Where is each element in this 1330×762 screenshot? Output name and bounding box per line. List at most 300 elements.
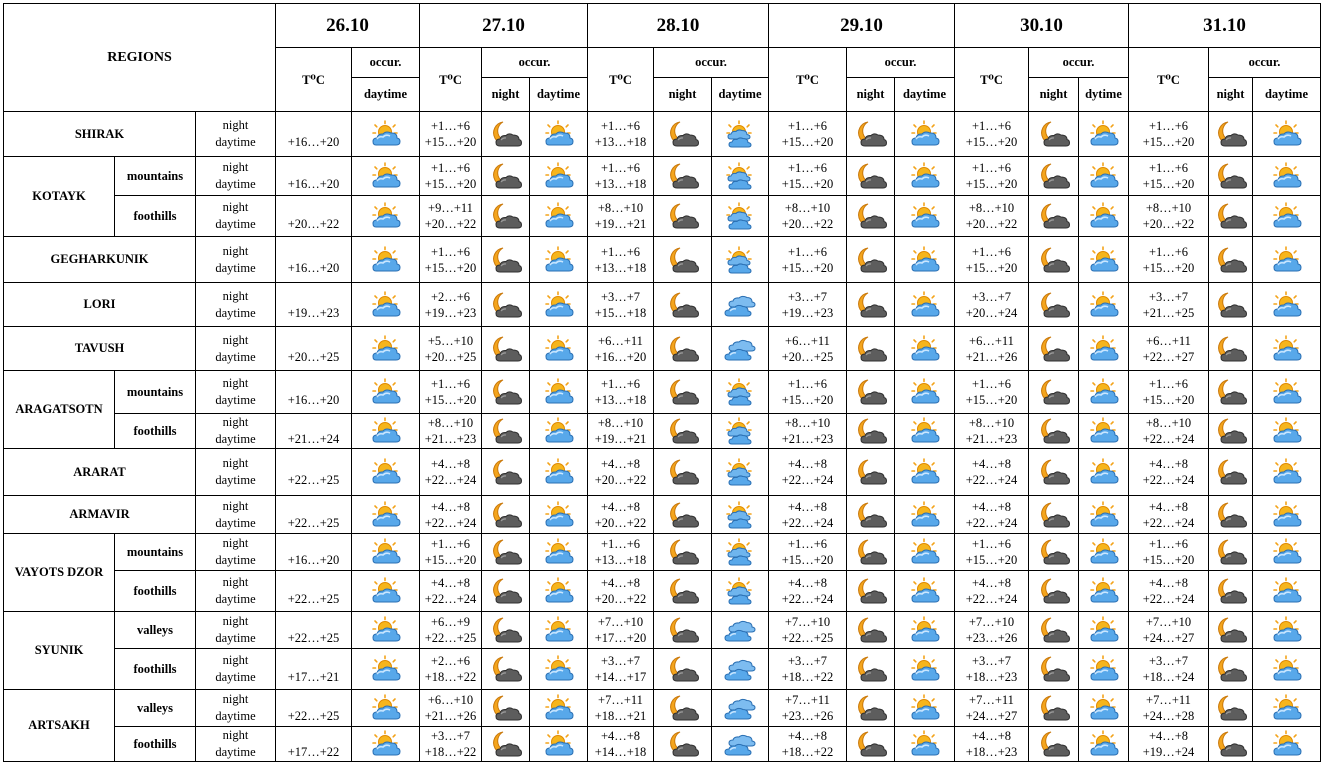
sun-behind-cloud-icon bbox=[530, 414, 588, 449]
moon-cloud-icon bbox=[1209, 327, 1253, 371]
temp-range bbox=[276, 649, 352, 690]
period-day-label: daytime bbox=[215, 709, 256, 723]
sun-behind-cloud-icon bbox=[1079, 534, 1129, 571]
temp-day: +21…+25 bbox=[1142, 305, 1195, 320]
occurrence-header: occur. bbox=[352, 48, 420, 78]
sun-behind-clouds-icon bbox=[712, 414, 769, 449]
temp-range bbox=[1129, 571, 1209, 612]
sun-behind-cloud-icon bbox=[1253, 727, 1321, 762]
temp-range bbox=[1129, 196, 1209, 237]
sun-behind-cloud-icon bbox=[530, 612, 588, 649]
temp-day: +18…+22 bbox=[781, 670, 834, 684]
temp-day: +15…+20 bbox=[965, 135, 1018, 149]
temp-night: +4…+8 bbox=[971, 729, 1012, 743]
sun-behind-cloud-icon bbox=[895, 649, 955, 690]
region-name: VAYOTS DZOR bbox=[4, 534, 115, 612]
temp-day: +20…+25 bbox=[424, 349, 477, 364]
temp-day: +21…+26 bbox=[965, 349, 1018, 364]
sun-behind-cloud-icon bbox=[1079, 649, 1129, 690]
sun-behind-clouds-icon bbox=[712, 496, 769, 534]
temp-day: +20…+22 bbox=[965, 217, 1018, 231]
moon-cloud-icon bbox=[654, 496, 712, 534]
temp-night: +8…+10 bbox=[784, 201, 831, 215]
temp-range bbox=[276, 449, 352, 496]
temp-day: +22…+25 bbox=[287, 709, 340, 723]
moon-cloud-icon bbox=[1209, 157, 1253, 196]
sun-behind-cloud-icon bbox=[1253, 196, 1321, 237]
temp-night: +1…+6 bbox=[600, 537, 641, 551]
temp-range bbox=[955, 449, 1029, 496]
clouds-icon bbox=[712, 283, 769, 327]
temp-range bbox=[420, 112, 482, 157]
temp-day: +15…+18 bbox=[594, 305, 647, 320]
temp-range bbox=[955, 327, 1029, 371]
temp-day: +15…+20 bbox=[424, 135, 477, 149]
period-day-label: daytime bbox=[215, 305, 256, 320]
temp-day: +22…+24 bbox=[965, 592, 1018, 606]
temp-range bbox=[955, 283, 1029, 327]
temp-night: +4…+8 bbox=[430, 457, 471, 471]
subregion-name: foothills bbox=[115, 649, 196, 690]
temp-night: +3…+7 bbox=[971, 289, 1012, 304]
sun-behind-clouds-icon bbox=[712, 371, 769, 414]
temp-day: +15…+20 bbox=[1142, 177, 1195, 191]
temp-night: +2…+6 bbox=[430, 289, 471, 304]
forecast-row bbox=[4, 327, 1321, 371]
temp-day: +20…+22 bbox=[424, 217, 477, 231]
moon-cloud-icon bbox=[482, 690, 530, 727]
temp-day: +15…+20 bbox=[781, 260, 834, 275]
moon-cloud-icon bbox=[1209, 534, 1253, 571]
moon-cloud-icon bbox=[1209, 449, 1253, 496]
sun-behind-cloud-icon bbox=[1253, 449, 1321, 496]
moon-cloud-icon bbox=[482, 612, 530, 649]
temp-range bbox=[420, 449, 482, 496]
temp-night: +1…+6 bbox=[971, 537, 1012, 551]
forecast-body bbox=[4, 112, 1321, 762]
moon-cloud-icon bbox=[1029, 196, 1079, 237]
temp-range bbox=[276, 196, 352, 237]
temp-night: +7…+10 bbox=[597, 615, 644, 629]
sun-behind-cloud-icon bbox=[530, 496, 588, 534]
temp-night: +4…+8 bbox=[787, 457, 828, 471]
period-night-label: night bbox=[222, 332, 249, 347]
sun-behind-cloud-icon bbox=[895, 496, 955, 534]
temp-day: +22…+25 bbox=[424, 631, 477, 645]
temp-night: +3…+7 bbox=[1148, 289, 1189, 304]
temp-day: +15…+20 bbox=[965, 553, 1018, 567]
moon-cloud-icon bbox=[1209, 690, 1253, 727]
temp-night: +1…+6 bbox=[430, 244, 471, 259]
sun-behind-cloud-icon bbox=[895, 414, 955, 449]
temp-range bbox=[420, 690, 482, 727]
temp-range bbox=[1129, 690, 1209, 727]
sun-behind-cloud-icon bbox=[895, 690, 955, 727]
sun-behind-cloud-icon bbox=[352, 327, 420, 371]
temp-night: +3…+7 bbox=[1148, 654, 1189, 668]
temp-day: +19…+23 bbox=[287, 305, 340, 320]
temp-night: +1…+6 bbox=[430, 119, 471, 133]
sun-behind-cloud-icon bbox=[530, 157, 588, 196]
temp-night: +3…+7 bbox=[600, 289, 641, 304]
temp-range bbox=[588, 649, 654, 690]
temp-day: +15…+20 bbox=[1142, 393, 1195, 407]
sun-behind-cloud-icon bbox=[352, 112, 420, 157]
temp-day: +15…+20 bbox=[965, 177, 1018, 191]
moon-cloud-icon bbox=[1209, 612, 1253, 649]
sun-behind-clouds-icon bbox=[712, 112, 769, 157]
temp-range bbox=[276, 612, 352, 649]
subregion-name: foothills bbox=[115, 727, 196, 762]
temp-range bbox=[769, 283, 847, 327]
period-day-label: daytime bbox=[215, 217, 256, 231]
temp-range bbox=[955, 496, 1029, 534]
daytime-header: daytime bbox=[712, 78, 769, 112]
date-header-1: 26.10 bbox=[276, 4, 420, 48]
temp-range bbox=[588, 371, 654, 414]
moon-cloud-icon bbox=[654, 414, 712, 449]
moon-cloud-icon bbox=[482, 649, 530, 690]
moon-cloud-icon bbox=[1209, 237, 1253, 283]
temp-range bbox=[276, 327, 352, 371]
sun-behind-cloud-icon bbox=[1253, 237, 1321, 283]
temp-day: +22…+27 bbox=[1142, 349, 1195, 364]
moon-cloud-icon bbox=[847, 414, 895, 449]
temp-day: +16…+20 bbox=[287, 393, 340, 407]
temp-night: +6…+9 bbox=[430, 615, 471, 629]
sun-behind-cloud-icon bbox=[1079, 112, 1129, 157]
sun-behind-cloud-icon bbox=[1253, 496, 1321, 534]
period-labels bbox=[196, 237, 276, 283]
sun-behind-cloud-icon bbox=[1253, 612, 1321, 649]
temp-day: +21…+23 bbox=[424, 432, 477, 446]
occurrence-header: occur. bbox=[1209, 48, 1321, 78]
moon-cloud-icon bbox=[847, 534, 895, 571]
temp-range bbox=[955, 571, 1029, 612]
temp-range bbox=[420, 371, 482, 414]
moon-cloud-icon bbox=[654, 449, 712, 496]
temp-night: +4…+8 bbox=[600, 576, 641, 590]
region-name: ARARAT bbox=[4, 449, 196, 496]
temp-header: T⁰C bbox=[420, 48, 482, 112]
period-day-label: daytime bbox=[215, 745, 256, 759]
temp-day: +18…+23 bbox=[965, 670, 1018, 684]
subregion-name: foothills bbox=[115, 196, 196, 237]
moon-cloud-icon bbox=[1029, 283, 1079, 327]
forecast-row bbox=[4, 496, 1321, 534]
period-day-label: daytime bbox=[215, 349, 256, 364]
temp-night: +1…+6 bbox=[1148, 377, 1189, 391]
temp-day: +15…+20 bbox=[424, 177, 477, 191]
clouds-icon bbox=[712, 649, 769, 690]
moon-cloud-icon bbox=[847, 327, 895, 371]
temp-day: +18…+22 bbox=[424, 745, 477, 759]
sun-behind-cloud-icon bbox=[1079, 414, 1129, 449]
temp-night: +1…+6 bbox=[1148, 119, 1189, 133]
temp-day: +13…+18 bbox=[594, 393, 647, 407]
temp-range bbox=[955, 534, 1029, 571]
sun-behind-cloud-icon bbox=[530, 534, 588, 571]
sun-behind-cloud-icon bbox=[895, 612, 955, 649]
sun-behind-cloud-icon bbox=[1079, 371, 1129, 414]
sun-behind-cloud-icon bbox=[530, 237, 588, 283]
period-night-label: night bbox=[222, 376, 249, 390]
temp-range bbox=[420, 414, 482, 449]
temp-day: +23…+26 bbox=[781, 709, 834, 723]
temp-range bbox=[955, 612, 1029, 649]
sun-behind-cloud-icon bbox=[1253, 327, 1321, 371]
clouds-icon bbox=[712, 612, 769, 649]
forecast-table bbox=[3, 3, 1321, 762]
temp-day: +20…+22 bbox=[594, 473, 647, 487]
temp-day: +18…+23 bbox=[965, 745, 1018, 759]
subregion-name: valleys bbox=[115, 612, 196, 649]
moon-cloud-icon bbox=[847, 690, 895, 727]
temp-day: +22…+25 bbox=[287, 631, 340, 645]
period-labels bbox=[196, 571, 276, 612]
period-day-label: daytime bbox=[215, 515, 256, 530]
region-name: SYUNIK bbox=[4, 612, 115, 690]
temp-night: +6…+11 bbox=[598, 333, 643, 348]
temp-header: T⁰C bbox=[955, 48, 1029, 112]
temp-range bbox=[1129, 237, 1209, 283]
temp-night: +8…+10 bbox=[968, 416, 1015, 430]
subregion-name: foothills bbox=[115, 571, 196, 612]
temp-day: +22…+24 bbox=[965, 473, 1018, 487]
moon-cloud-icon bbox=[1029, 727, 1079, 762]
temp-night: +1…+6 bbox=[971, 244, 1012, 259]
region-name: TAVUSH bbox=[4, 327, 196, 371]
sun-behind-cloud-icon bbox=[1079, 690, 1129, 727]
temp-night: +1…+6 bbox=[600, 119, 641, 133]
sun-behind-cloud-icon bbox=[352, 727, 420, 762]
temp-range bbox=[276, 283, 352, 327]
period-night-label: night bbox=[222, 536, 249, 550]
temp-day: +22…+24 bbox=[1142, 432, 1195, 446]
temp-day: +19…+23 bbox=[781, 305, 834, 320]
temp-night: +1…+6 bbox=[1148, 244, 1189, 259]
temp-night: +1…+6 bbox=[600, 161, 641, 175]
occurrence-header: occur. bbox=[654, 48, 769, 78]
sun-behind-cloud-icon bbox=[530, 649, 588, 690]
temp-range bbox=[276, 371, 352, 414]
temp-range bbox=[276, 414, 352, 449]
moon-cloud-icon bbox=[1029, 571, 1079, 612]
temp-day: +14…+17 bbox=[594, 670, 647, 684]
night-header: night bbox=[654, 78, 712, 112]
temp-range bbox=[276, 727, 352, 762]
temp-day: +20…+25 bbox=[781, 349, 834, 364]
sun-behind-cloud-icon bbox=[1253, 690, 1321, 727]
temp-night: +4…+8 bbox=[787, 729, 828, 743]
moon-cloud-icon bbox=[1029, 496, 1079, 534]
sun-behind-cloud-icon bbox=[895, 112, 955, 157]
sun-behind-cloud-icon bbox=[1253, 534, 1321, 571]
temp-range bbox=[420, 534, 482, 571]
sun-behind-cloud-icon bbox=[352, 612, 420, 649]
temp-day: +18…+21 bbox=[594, 709, 647, 723]
date-header-6: 31.10 bbox=[1129, 4, 1321, 48]
temp-day: +15…+20 bbox=[1142, 553, 1195, 567]
date-header-5: 30.10 bbox=[955, 4, 1129, 48]
sun-behind-cloud-icon bbox=[1253, 112, 1321, 157]
temp-range bbox=[588, 157, 654, 196]
temp-range bbox=[955, 649, 1029, 690]
temp-day: +15…+20 bbox=[424, 393, 477, 407]
temp-range bbox=[1129, 112, 1209, 157]
temp-day: +24…+28 bbox=[1142, 709, 1195, 723]
region-name: GEGHARKUNIK bbox=[4, 237, 196, 283]
period-night-label: night bbox=[222, 498, 249, 513]
moon-cloud-icon bbox=[847, 371, 895, 414]
sun-behind-cloud-icon bbox=[530, 327, 588, 371]
night-header: night bbox=[1209, 78, 1253, 112]
sun-behind-cloud-icon bbox=[895, 571, 955, 612]
temp-night: +7…+11 bbox=[785, 693, 830, 707]
temp-header: T⁰C bbox=[769, 48, 847, 112]
period-night-label: night bbox=[222, 200, 249, 214]
sun-behind-cloud-icon bbox=[1079, 237, 1129, 283]
temp-range bbox=[769, 327, 847, 371]
temp-range bbox=[769, 449, 847, 496]
temp-range bbox=[588, 196, 654, 237]
temp-night: +4…+8 bbox=[600, 457, 641, 471]
moon-cloud-icon bbox=[482, 534, 530, 571]
moon-cloud-icon bbox=[1209, 283, 1253, 327]
moon-cloud-icon bbox=[847, 571, 895, 612]
temp-day: +22…+24 bbox=[781, 592, 834, 606]
temp-night: +1…+6 bbox=[1148, 161, 1189, 175]
period-night-label: night bbox=[222, 653, 249, 667]
daytime-header: daytime bbox=[530, 78, 588, 112]
temp-night: +3…+7 bbox=[430, 729, 471, 743]
date-header-3: 28.10 bbox=[588, 4, 769, 48]
moon-cloud-icon bbox=[847, 496, 895, 534]
temp-night: +3…+7 bbox=[971, 654, 1012, 668]
temp-day: +22…+24 bbox=[424, 592, 477, 606]
temp-night: +7…+11 bbox=[969, 693, 1014, 707]
temp-night: +7…+10 bbox=[1145, 615, 1192, 629]
temp-day: +19…+21 bbox=[594, 432, 647, 446]
temp-range bbox=[1129, 283, 1209, 327]
sun-behind-cloud-icon bbox=[1079, 196, 1129, 237]
sun-behind-cloud-icon bbox=[895, 371, 955, 414]
sun-behind-cloud-icon bbox=[895, 196, 955, 237]
moon-cloud-icon bbox=[1209, 371, 1253, 414]
temp-range bbox=[588, 449, 654, 496]
temp-day: +18…+24 bbox=[1142, 670, 1195, 684]
moon-cloud-icon bbox=[1029, 112, 1079, 157]
temp-range bbox=[769, 727, 847, 762]
forecast-row bbox=[4, 196, 1321, 237]
moon-cloud-icon bbox=[847, 196, 895, 237]
temp-range bbox=[955, 414, 1029, 449]
moon-cloud-icon bbox=[1209, 112, 1253, 157]
period-labels bbox=[196, 157, 276, 196]
temp-range bbox=[588, 237, 654, 283]
forecast-row bbox=[4, 414, 1321, 449]
temp-night: +8…+10 bbox=[784, 416, 831, 430]
daytime-header: daytime bbox=[1253, 78, 1321, 112]
period-night-label: night bbox=[222, 160, 249, 174]
clouds-icon bbox=[712, 690, 769, 727]
moon-cloud-icon bbox=[654, 157, 712, 196]
sun-behind-cloud-icon bbox=[895, 534, 955, 571]
temp-day: +16…+20 bbox=[287, 553, 340, 567]
moon-cloud-icon bbox=[482, 237, 530, 283]
sun-behind-clouds-icon bbox=[712, 157, 769, 196]
temp-night: +4…+8 bbox=[600, 729, 641, 743]
temp-range bbox=[769, 414, 847, 449]
moon-cloud-icon bbox=[482, 112, 530, 157]
temp-night: +1…+6 bbox=[430, 377, 471, 391]
forecast-row bbox=[4, 157, 1321, 196]
moon-cloud-icon bbox=[847, 449, 895, 496]
sun-behind-cloud-icon bbox=[352, 449, 420, 496]
moon-cloud-icon bbox=[482, 449, 530, 496]
sun-behind-cloud-icon bbox=[1253, 283, 1321, 327]
temp-range bbox=[276, 237, 352, 283]
temp-night: +6…+11 bbox=[785, 333, 830, 348]
sun-behind-cloud-icon bbox=[895, 157, 955, 196]
temp-range bbox=[1129, 157, 1209, 196]
temp-range bbox=[588, 571, 654, 612]
sun-behind-cloud-icon bbox=[530, 690, 588, 727]
moon-cloud-icon bbox=[482, 571, 530, 612]
sun-behind-cloud-icon bbox=[1079, 612, 1129, 649]
moon-cloud-icon bbox=[1209, 571, 1253, 612]
temp-night: +7…+11 bbox=[598, 693, 643, 707]
period-night-label: night bbox=[222, 288, 249, 303]
temp-range bbox=[588, 727, 654, 762]
temp-night: +8…+10 bbox=[597, 201, 644, 215]
period-labels bbox=[196, 112, 276, 157]
moon-cloud-icon bbox=[654, 534, 712, 571]
temp-range bbox=[769, 612, 847, 649]
forecast-row bbox=[4, 112, 1321, 157]
temp-day: +19…+23 bbox=[424, 305, 477, 320]
temp-night: +8…+10 bbox=[968, 201, 1015, 215]
temp-day: +23…+26 bbox=[965, 631, 1018, 645]
temp-night: +4…+8 bbox=[600, 499, 641, 514]
temp-range bbox=[276, 571, 352, 612]
temp-range bbox=[420, 237, 482, 283]
temp-day: +24…+27 bbox=[965, 709, 1018, 723]
daytime-header: dytime bbox=[1079, 78, 1129, 112]
temp-range bbox=[1129, 534, 1209, 571]
temp-range bbox=[276, 690, 352, 727]
sun-behind-cloud-icon bbox=[895, 449, 955, 496]
period-labels bbox=[196, 196, 276, 237]
forecast-row bbox=[4, 649, 1321, 690]
period-labels bbox=[196, 534, 276, 571]
temp-night: +4…+8 bbox=[787, 576, 828, 590]
sun-behind-cloud-icon bbox=[1253, 649, 1321, 690]
temp-day: +21…+24 bbox=[287, 432, 340, 446]
sun-behind-cloud-icon bbox=[895, 727, 955, 762]
moon-cloud-icon bbox=[482, 283, 530, 327]
temp-day: +22…+24 bbox=[424, 515, 477, 530]
moon-cloud-icon bbox=[1029, 157, 1079, 196]
date-header-4: 29.10 bbox=[769, 4, 955, 48]
period-labels bbox=[196, 649, 276, 690]
temp-day: +13…+18 bbox=[594, 260, 647, 275]
moon-cloud-icon bbox=[847, 612, 895, 649]
sun-behind-cloud-icon bbox=[530, 283, 588, 327]
temp-range bbox=[420, 612, 482, 649]
sun-behind-cloud-icon bbox=[352, 571, 420, 612]
moon-cloud-icon bbox=[482, 327, 530, 371]
